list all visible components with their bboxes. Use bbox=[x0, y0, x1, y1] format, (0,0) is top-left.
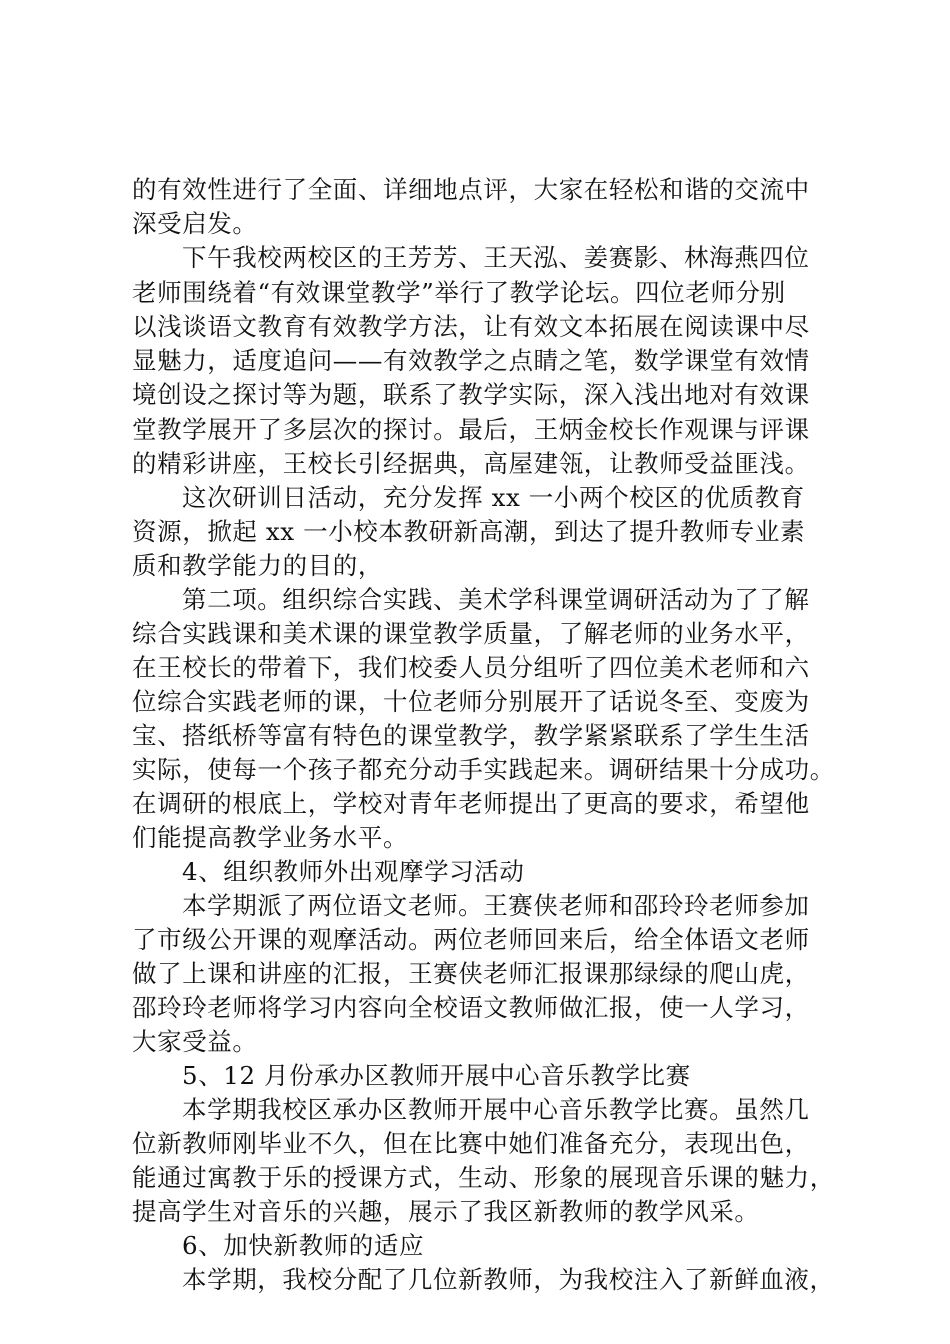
text-line: 这次研训日活动，充分发挥 xx 一小两个校区的优质教育 bbox=[182, 483, 805, 512]
text-line: 境创设之探讨等为题，联系了教学实际，深入浅出地对有效课 bbox=[132, 380, 810, 409]
text-line: 本学期派了两位语文老师。王赛侠老师和邵玲玲老师参加 bbox=[182, 891, 810, 920]
text-line: 做了上课和讲座的汇报，王赛侠老师汇报课那绿绿的爬山虎， bbox=[132, 959, 810, 988]
text-line: 堂教学展开了多层次的探讨。最后，王炳金校长作观课与评课 bbox=[132, 415, 810, 444]
text-line: 大家受益。 bbox=[132, 1027, 258, 1056]
text-line: 邵玲玲老师将学习内容向全校语文教师做汇报，使一人学习， bbox=[132, 993, 810, 1022]
text-line: 老师围绕着“有效课堂教学”举行了教学论坛。四位老师分别 bbox=[132, 278, 786, 307]
text-line: 位新教师刚毕业不久，但在比赛中她们准备充分，表现出色， bbox=[132, 1129, 810, 1158]
text-line: 能通过寓教于乐的授课方式，生动、形象的展现音乐课的魅力， bbox=[132, 1163, 835, 1192]
text-line: 本学期我校区承办区教师开展中心音乐教学比赛。虽然几 bbox=[182, 1095, 810, 1124]
text-line: 在王校长的带着下，我们校委人员分组听了四位美术老师和六 bbox=[132, 653, 810, 682]
text-line: 资源，掀起 xx 一小校本教研新高潮，到达了提升教师专业素 bbox=[132, 517, 806, 546]
text-line: 宝、搭纸桥等富有特色的课堂教学，教学紧紧联系了学生生活 bbox=[132, 721, 810, 750]
section-heading: 5、12 月份承办区教师开展中心音乐教学比赛 bbox=[182, 1061, 691, 1090]
text-line: 显魅力，适度追问——有效教学之点睛之笔，数学课堂有效情 bbox=[132, 346, 810, 375]
text-line: 在调研的根底上，学校对青年老师提出了更高的要求，希望他 bbox=[132, 789, 810, 818]
text-line: 第二项。组织综合实践、美术学科课堂调研活动为了了解 bbox=[182, 585, 810, 614]
text-line: 提高学生对音乐的兴趣，展示了我区新教师的教学风采。 bbox=[132, 1197, 760, 1226]
text-line: 位综合实践老师的课，十位老师分别展开了话说冬至、变废为 bbox=[132, 687, 810, 716]
text-line: 实际，使每一个孩子都充分动手实践起来。调研结果十分成功。 bbox=[132, 755, 835, 784]
text-line: 下午我校两校区的王芳芳、王天泓、姜赛影、林海燕四位 bbox=[182, 243, 810, 272]
text-line: 了市级公开课的观摩活动。两位老师回来后，给全体语文老师 bbox=[132, 925, 810, 954]
section-heading: 6、加快新教师的适应 bbox=[182, 1231, 425, 1260]
text-line: 本学期，我校分配了几位新教师，为我校注入了新鲜血液， bbox=[182, 1265, 835, 1294]
text-line: 质和教学能力的目的， bbox=[132, 551, 383, 580]
text-line: 的有效性进行了全面、详细地点评，大家在轻松和谐的交流中 bbox=[132, 175, 810, 204]
text-line: 以浅谈语文教育有效教学方法，让有效文本拓展在阅读课中尽 bbox=[132, 312, 810, 341]
text-line: 综合实践课和美术课的课堂教学质量，了解老师的业务水平， bbox=[132, 619, 810, 648]
section-heading: 4、组织教师外出观摩学习活动 bbox=[182, 857, 525, 886]
text-line: 的精彩讲座，王校长引经据典，高屋建瓴，让教师受益匪浅。 bbox=[132, 449, 810, 478]
text-line: 深受启发。 bbox=[132, 209, 258, 238]
text-line: 们能提高教学业务水平。 bbox=[132, 823, 409, 852]
